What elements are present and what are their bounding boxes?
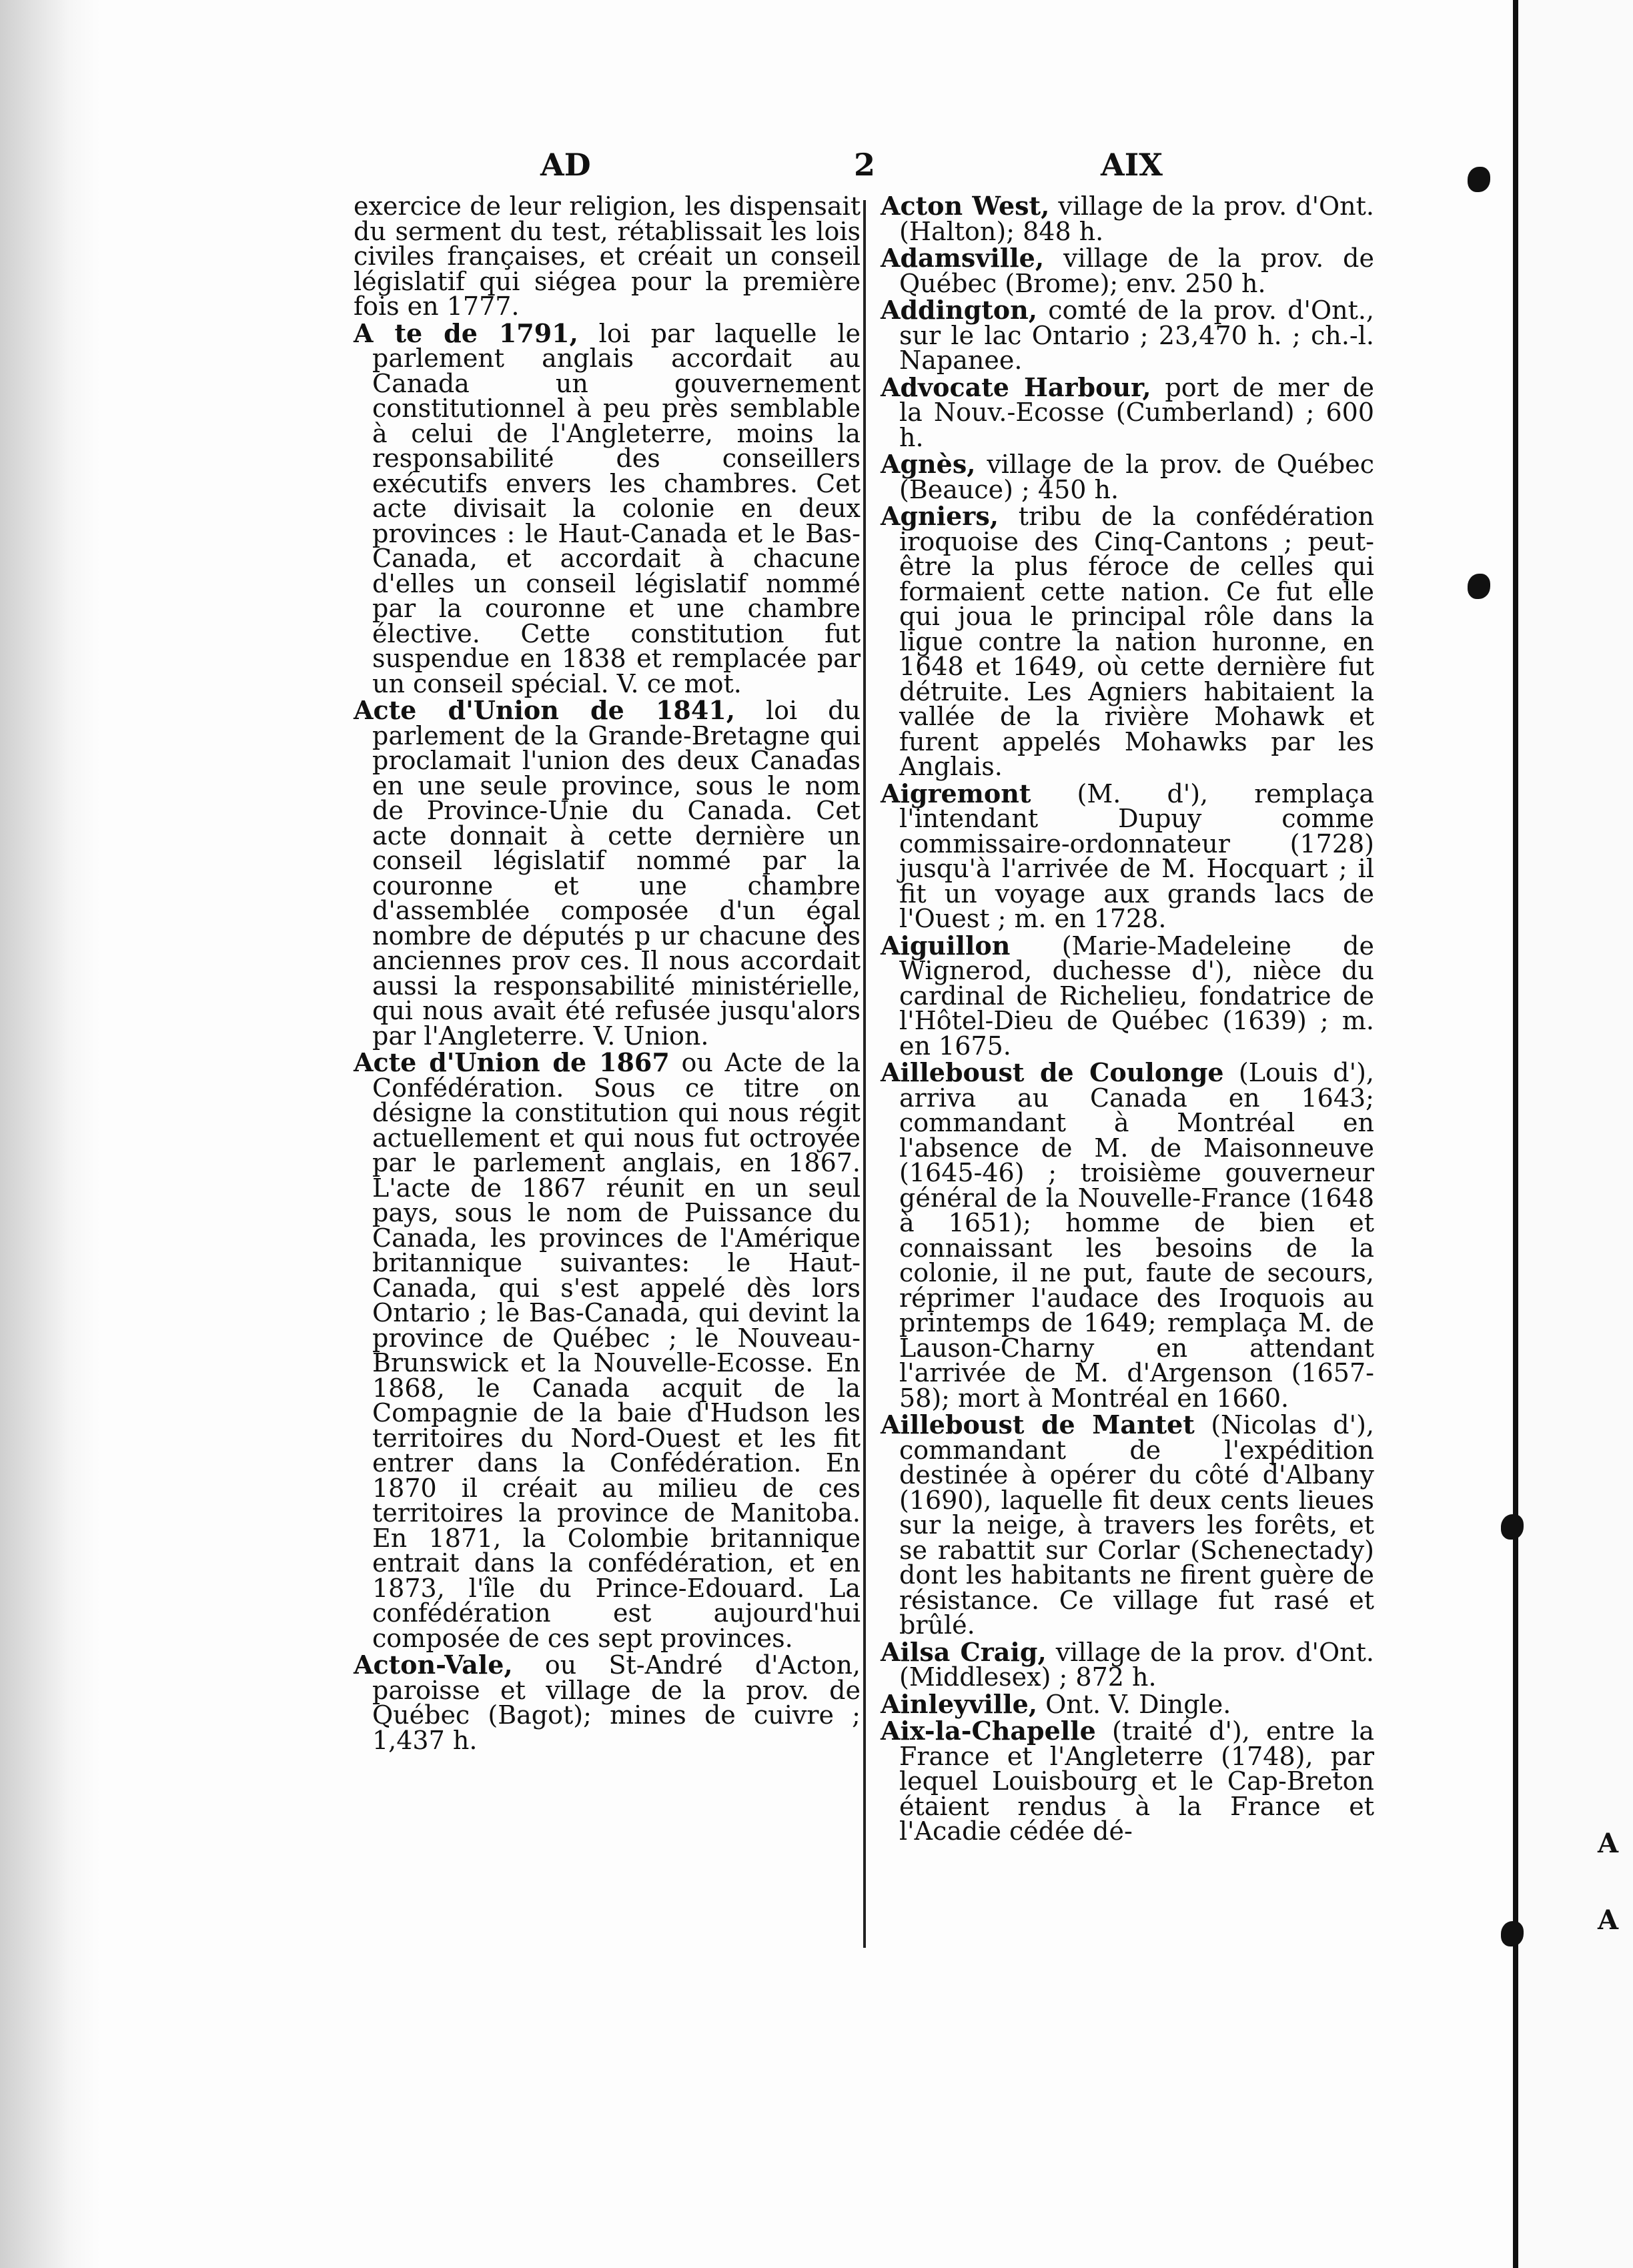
dictionary-entry — [354, 318, 861, 698]
entry-text: (Marie-Madeleine de Wignerod, duchesse d'), nièce du cardinal de Richelieu, fondatrice de l'Hôtel-Dieu de Québec (1639) ; m. en 1675. — [899, 931, 1374, 1061]
dictionary-entry — [881, 501, 1374, 781]
entry-headword: Advocate Harbour, — [881, 372, 1151, 402]
entry-text: comté de la prov. d'Ont., sur le lac Ontario ; 23,470 h. ; ch.-l. Napanee. — [899, 296, 1374, 375]
dictionary-entry — [881, 193, 1374, 244]
dictionary-entry — [354, 1047, 861, 1653]
dictionary-entry — [881, 1688, 1374, 1719]
entry-headword: Acte d'Union de 1841, — [354, 695, 735, 725]
entry-text: village de la prov. de Québec (Brome); env. 250 h. — [899, 243, 1374, 298]
entry-headword: Aiguillon — [881, 930, 1011, 961]
dictionary-entry — [881, 1409, 1374, 1640]
dictionary-entry — [881, 1636, 1374, 1692]
entry-headword: Addington, — [881, 295, 1038, 325]
dictionary-entry — [881, 295, 1374, 375]
entry-headword: A te de 1791, — [354, 318, 578, 348]
column-divider — [863, 200, 866, 1948]
page-header — [347, 147, 1307, 193]
left-column — [354, 193, 861, 1754]
binding-clip-mark — [1468, 167, 1490, 192]
entry-headword: Ailsa Craig, — [881, 1636, 1047, 1667]
dictionary-entry — [881, 1057, 1374, 1413]
entry-text: port de mer de la Nouv.-Ecosse (Cumberland) ; 600 h. — [899, 372, 1374, 452]
dictionary-entry — [881, 372, 1374, 452]
entry-text: ou St-André d'Acton, paroisse et village de la prov. de Québec (Bagot); mines de cuivre ; 1,437 h. — [372, 1650, 861, 1755]
entry-text: (Nicolas d'), commandant de l'expédition destinée à opérer du côté d'Albany (1690), laquelle fit deux cents lieues sur la neige, à travers les forêts, et se rabattit sur Corlar (Schenectady) dont les habitants ne firent guère de résistance. Ce village fut rasé et brûlé. — [899, 1410, 1374, 1640]
entry-headword: Aix-la-Chapelle — [881, 1716, 1096, 1746]
entry-text: village de la prov. d'Ont. (Halton); 848 h. — [899, 191, 1374, 246]
page-number: 2 — [854, 147, 876, 183]
entry-text: (M. d'), remplaça l'intendant Dupuy comme commissaire-ordonnateur (1728) jusqu'à l'arrivée de M. Hocquart ; il fit un voyage aux grands lacs de l'Ouest ; m. en 1728. — [899, 778, 1374, 933]
dictionary-entry — [354, 695, 861, 1051]
entry-headword: Acton-Vale, — [354, 1650, 513, 1680]
dictionary-entry — [881, 930, 1374, 1061]
entry-headword: Acte d'Union de 1867 — [354, 1047, 670, 1077]
entry-headword: Ainleyville, — [881, 1688, 1038, 1719]
header-left-guideword: AD — [540, 147, 591, 183]
entry-text: loi par laquelle le parlement anglais accordait au Canada un gouvernement constitutionnel à peu près semblable à celui de l'Angleterre, moins la responsabilité des conseillers exécutifs envers les chambres. Cet acte divisait la colonie en deux provinces : le Haut-Canada et le Bas-Canada, et accordait à chacune d'elles un conseil législatif nommé par la couronne et une chambre élective. Cette constitution fut suspendue en 1838 et remplacée par un conseil spécial. V. ce mot. — [372, 318, 861, 698]
entry-text: (Louis d'), arriva au Canada en 1643; commandant à Montréal en l'absence de M. de Maisonneuve (1645-46) ; troisième gouverneur général de la Nouvelle-France (1648 à 1651); homme de bien et connaissant les besoins de la colonie, il ne put, faute de secours, réprimer l'audace des Iroquois au printemps de 1649; remplaça M. de Lauson-Charny en attendant l'arrivée de M. d'Argenson (1657-58); mort à Montréal en 1660. — [899, 1058, 1374, 1413]
entry-headword: Acton West, — [881, 191, 1050, 221]
entry-text: ou Acte de la Confédération. Sous ce titre on désigne la constitution qui nous régit actuellement et qui nous fut octroyée par le parlement anglais, en 1867. L'acte de 1867 réunit en un seul pays, sous le nom de Puissance du Canada, les provinces de l'Amérique britannique suivantes: le Haut-Canada, qui s'est appelé dès lors Ontario ; le Bas-Canada, qui devint la province de Québec ; le Nouveau-Brunswick et la Nouvelle-Ecosse. En 1868, le Canada acquit de la Compagnie de la baie d'Hudson les territoires du Nord-Ouest et les fit entrer dans la Confédération. En 1870 il créait au milieu de ces territoires la province de Manitoba. En 1871, la Colombie britannique entrait dans la confédération, et en 1873, l'île du Prince-Edouard. La confédération est aujourd'hui composée de ces sept provinces. — [372, 1048, 861, 1653]
entry-headword: Ailleboust de Coulonge — [881, 1057, 1224, 1087]
entry-headword: Aigremont — [881, 778, 1031, 808]
binding-clip-mark — [1501, 1514, 1524, 1540]
dictionary-entry — [881, 449, 1374, 504]
entry-text: Ont. V. Dingle. — [1037, 1689, 1231, 1719]
dictionary-entry — [354, 1652, 861, 1753]
entry-text: village de la prov. de Québec (Beauce) ; 450 h. — [899, 450, 1374, 504]
dictionary-entry — [881, 1718, 1374, 1844]
entry-headword: Adamsville, — [881, 243, 1045, 273]
next-page-edge-letter: A — [1598, 1904, 1619, 1936]
entry-headword: Ailleboust de Mantet — [881, 1409, 1195, 1440]
next-page-edge-letter: A — [1598, 1828, 1619, 1859]
binding-clip-mark — [1468, 574, 1490, 599]
dictionary-entry — [354, 193, 861, 320]
dictionary-entry — [881, 778, 1374, 933]
right-column — [881, 193, 1374, 1846]
left-page-shadow — [0, 0, 100, 2268]
entry-headword: Agniers, — [881, 501, 999, 531]
header-right-guideword: AIX — [1101, 147, 1163, 183]
binding-clip-mark — [1501, 1921, 1524, 1946]
entry-text: tribu de la confédération iroquoise des Cinq-Cantons ; peut-être la plus féroce de celles qui formaient cette nation. Ce fut elle qui joua le principal rôle dans la ligue contre la nation huronne, en 1648 et 1649, où cette dernière fut détruite. Les Agniers habitaient la vallée de la rivière Mohawk et furent appelés Mohawks par les Anglais. — [899, 502, 1374, 781]
entry-text: (traité d'), entre la France et l'Angleterre (1748), par lequel Louisbourg et le Cap-Breton étaient rendus à la France et l'Acadie cédée dé- — [899, 1716, 1374, 1846]
entry-text: exercice de leur religion, les dispensait du serment du test, rétablissait les lois civiles françaises, et créait un conseil législatif qui siégea pour la première fois en 1777. — [354, 191, 861, 321]
entry-text: loi du parlement de la Grande-Bretagne qui proclamait l'union des deux Canadas en une seule province, sous le nom de Province-Unie du Canada. Cet acte donnait à cette dernière un conseil législatif nommé par la couronne et une chambre d'assemblée composée d'un égal nombre de députés p ur chacune des anciennes prov ces. Il nous accordait aussi la responsabilité ministérielle, qui nous avait été refusée jusqu'alors par l'Angleterre. V. Union. — [372, 696, 861, 1051]
entry-text: village de la prov. d'Ont. (Middlesex) ; 872 h. — [899, 1637, 1374, 1692]
dictionary-entry — [881, 245, 1374, 296]
entry-headword: Agnès, — [881, 449, 976, 479]
